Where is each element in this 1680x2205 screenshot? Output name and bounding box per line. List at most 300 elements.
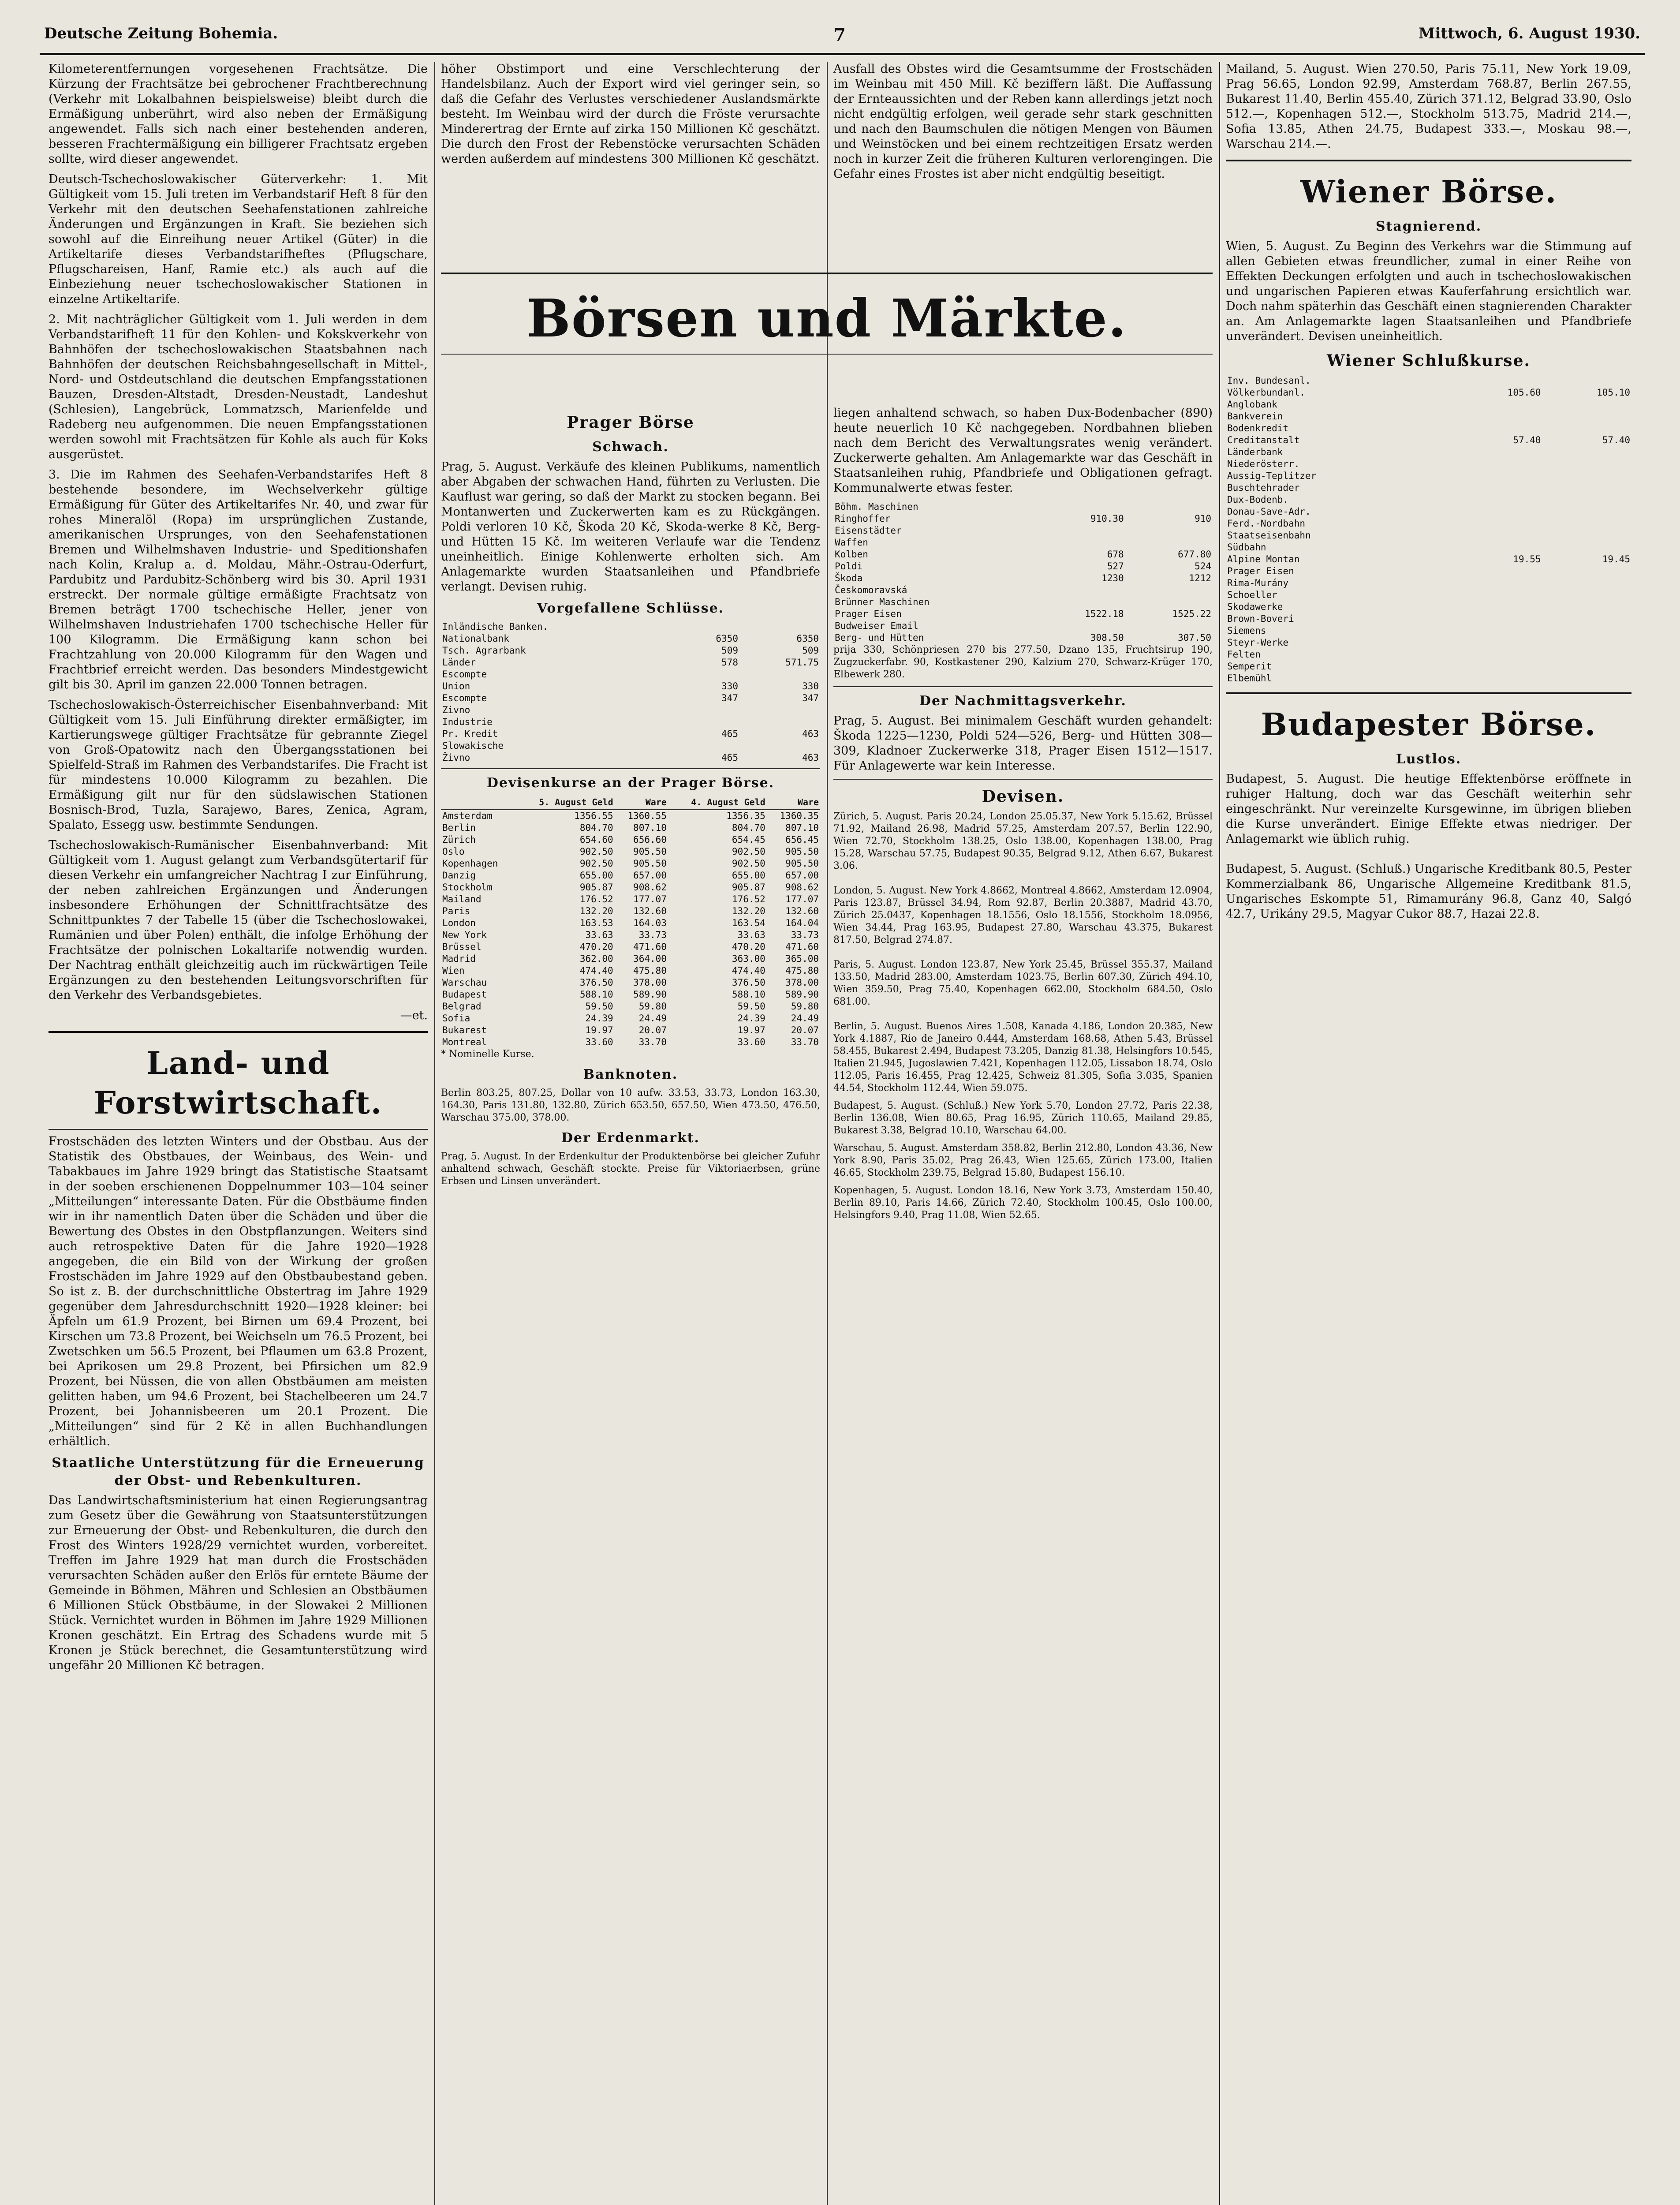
- prague-exchange-title: Prager Börse: [567, 413, 694, 432]
- trades-table-title: Vorgefallene Schlüsse.: [537, 601, 724, 616]
- cell-value: [739, 740, 820, 752]
- cell-value: [1453, 601, 1542, 613]
- row-label: Skodawerke: [1227, 602, 1283, 612]
- row-label: Escompte: [442, 669, 487, 680]
- row-label: Montreal: [442, 1037, 487, 1047]
- cell-value: [739, 669, 820, 680]
- trades-table-left: [441, 621, 820, 764]
- table-row: [441, 953, 820, 965]
- cell-value: 905.50: [633, 858, 667, 869]
- cell-value: 33.73: [638, 930, 667, 940]
- cell-value: [1125, 584, 1213, 596]
- table-row: [441, 740, 820, 752]
- column-4: [1226, 62, 1631, 2205]
- cell-value: [1453, 625, 1542, 637]
- row-label: Sofia: [442, 1013, 470, 1024]
- cell-value: 59.80: [638, 1001, 667, 1012]
- table-row: [441, 893, 820, 905]
- cell-value: 57.40: [1513, 435, 1541, 445]
- row-label: Zivno: [442, 705, 470, 715]
- cell-value: [1453, 589, 1542, 601]
- row-label: Anglobank: [1227, 399, 1277, 410]
- row-label: Paris: [442, 906, 470, 916]
- cell-value: 908.62: [633, 882, 667, 893]
- table-row: [441, 1024, 820, 1036]
- section-divider: [49, 1031, 428, 1033]
- row-label: Amsterdam: [442, 811, 493, 821]
- cell-value: [1125, 501, 1213, 513]
- table-row: [1226, 673, 1631, 684]
- cell-value: 509: [802, 645, 819, 656]
- cell-value: 378.00: [633, 977, 667, 988]
- cell-value: 1230: [1101, 573, 1124, 583]
- table-row: [1226, 542, 1631, 553]
- table-row: [1226, 434, 1631, 446]
- trades-table-right: [833, 501, 1213, 644]
- cell-value: 6350: [796, 633, 819, 644]
- cell-value: [1542, 565, 1631, 577]
- row-label: Inv. Bundesanl.: [1227, 375, 1311, 386]
- cell-value: 655.00: [579, 870, 613, 881]
- column-2-markets: [441, 406, 820, 2205]
- cell-value: 1212: [1189, 573, 1211, 583]
- cell-value: 905.50: [633, 846, 667, 857]
- cell-value: [1038, 537, 1125, 549]
- cell-value: 105.10: [1597, 387, 1630, 398]
- cell-value: [1453, 613, 1542, 625]
- table-row: [1226, 494, 1631, 506]
- row-label: Madrid: [442, 953, 476, 964]
- table-row: [441, 669, 820, 680]
- cell-value: [1453, 399, 1542, 411]
- cell-value: [739, 704, 820, 716]
- row-label: Brown-Boveri: [1227, 613, 1294, 624]
- cell-value: [1542, 518, 1631, 530]
- cell-value: 527: [1107, 561, 1124, 572]
- cell-value: 6350: [716, 633, 738, 644]
- table-header-row: [441, 796, 820, 810]
- table-row: [833, 620, 1213, 632]
- row-label: Živno: [442, 752, 470, 763]
- row-label: Waffen: [835, 537, 868, 548]
- cell-value: [683, 740, 739, 752]
- foreign-exchange-text: Zürich, 5. August. Paris 20.24, London 25.05.37, New York 5.15.62, Brüssel 71.92, Mailand 26.98, Madrid 57.25, Amsterdam 207.57, Berlin 122.90, Wien 72.70, Stockholm 138.25, Oslo 138.00, Kopenhagen 138.00, Prag 15.28, Warschau 57.75, Budapest 90.35, Belgrad 9.12, Athen 6.67, Bukarest 3.06. London, 5. August. New York 4.8662, Montreal 4.8662, Amsterdam 12.0904, Paris 123.87, Brüssel 34.94, Rom 92.87, Berlin 20.3887, Madrid 43.70, Zürich 25.0437, Kopenhagen 18.1556, Oslo 18.1556, Stockholm 18.0956, Wien 34.44, Prag 163.95, Budapest 27.80, Warschau 43.375, Bukarest 817.50, Belgrad 274.87. Paris, 5. August. London 123.87, New York 25.45, Brüssel 355.37, Mailand 133.50, Madrid 283.00, Amsterdam 1023.75, Berlin 607.30, Zürich 494.10, Wien 359.50, Prag 75.40, Kopenhagen 662.00, Stockholm 684.50, Oslo 681.00. Berlin, 5. August. Buenos Aires 1.508, Kanada 4.186, London 20.385, New York 4.1887, Rio de Janeiro 0.444, Amsterdam 168.68, Athen 5.43, Brüssel 58.455, Bukarest 2.494, Budapest 73.205, Danzig 81.38, Helsingfors 10.545, Italien 21.945, Jugoslawien 7.421, Kopenhagen 112.05, Lissabon 18.74, Oslo 112.05, Paris 16.455, Prag 12.425, Schweiz 81.305, Sofia 3.035, Spanien 44.54, Stockholm 112.44, Wien 59.075.: [833, 811, 1213, 1094]
- table-row: [1226, 399, 1631, 411]
- column-header: 4. August Geld: [668, 796, 767, 810]
- cell-value: 463: [802, 752, 819, 763]
- cell-value: [1453, 565, 1542, 577]
- cell-value: [1542, 601, 1631, 613]
- table-row: [1226, 411, 1631, 422]
- cell-value: [1453, 530, 1542, 542]
- pea-market-text: Prag, 5. August. In der Erdenkultur der Produktenbörse bei gleicher Zufuhr anhaltend schwach, Geschäft stockte. Preise für Viktoriaerbsen, grüne Erbsen und Linsen unverändert.: [441, 1151, 820, 1187]
- cell-value: 376.50: [732, 977, 765, 988]
- table-row: [441, 716, 820, 728]
- cell-value: 902.50: [579, 846, 613, 857]
- exchange-rates-table: [441, 796, 820, 1048]
- article-paragraph: Ausfall des Obstes wird die Gesamtsumme der Frostschäden im Weinbau mit 450 Mill. Kč beziffern läßt. Die Auffassung der Ernteaussichten und der Reben kann allerdings jetzt noch nicht endgültig erfolgen, weil gerade sehr stark geschnitten und nach den Baumschulen die nötigen Mengen von Bäumen und Weinstöcken und bei einem rechtzeitigen Ersatz werden noch in kurzer Zeit die früheren Kulturen verlorengingen. Die Gefahr eines Frostes ist aber nicht endgültig beseitigt.: [833, 62, 1213, 181]
- table-row: [1226, 482, 1631, 494]
- cell-value: [1453, 506, 1542, 518]
- cell-value: 910.30: [1090, 513, 1124, 524]
- table-row: [441, 929, 820, 941]
- cell-value: 1522.18: [1085, 609, 1124, 619]
- cell-value: [1542, 446, 1631, 458]
- cell-value: [1542, 399, 1631, 411]
- cell-value: 588.10: [579, 989, 613, 1000]
- table-row: [833, 501, 1213, 513]
- row-label: Bodenkredit: [1227, 423, 1289, 434]
- row-label: Zürich: [442, 834, 476, 845]
- cell-value: [1453, 458, 1542, 470]
- copenhagen-rates: Kopenhagen, 5. August. London 18.16, New York 3.73, Amsterdam 150.40, Berlin 89.10, Paris 14.66, Zürich 72.40, Stockholm 100.45, Oslo 100.00, Helsingfors 9.40, Prag 11.08, Wien 52.65.: [833, 1185, 1213, 1221]
- row-label: Kolben: [835, 549, 868, 560]
- row-label: Berg- und Hütten: [835, 632, 924, 643]
- article-paragraph: Tschechoslowakisch-Rumänischer Eisenbahnverband: Mit Gültigkeit vom 1. August gelangt zum Verbandsgütertarif für diesen Verkehr ein umfangreicher Nachtrag I zur Einführung, der neben zahlreichen Ergänzungen und Änderungen insbesondere Erhöhungen der Schnittfrachtsätze des Schnittpunktes 7 der Tabelle 15 (über die Tschechoslowakei, Rumänien und über Polen) enthält, die infolge Erhöhung der Frachtsätze der polnischen Lokaltarife notwendig wurden. Der Nachtrag enthält gleichzeitig auch im rückwärtigen Teile Ergänzungen zu den bestehenden Leitungsvorschriften für den Verkehr des Verbandsgebietes.: [49, 838, 428, 1002]
- table-row: [1226, 387, 1631, 399]
- cell-value: 20.07: [791, 1025, 819, 1035]
- row-label: Staatseisenbahn: [1227, 530, 1311, 541]
- cell-value: 163.54: [732, 918, 765, 928]
- row-label: Buschtehrader: [1227, 482, 1300, 493]
- cell-value: 471.60: [785, 942, 819, 952]
- table-row: [833, 596, 1213, 608]
- cell-value: 571.75: [785, 657, 819, 668]
- table-row: [1226, 661, 1631, 673]
- row-label: Bankverein: [1227, 411, 1283, 422]
- cell-value: 475.80: [633, 965, 667, 976]
- cell-value: [1542, 494, 1631, 506]
- table-row: [1226, 458, 1631, 470]
- table-row: [833, 525, 1213, 537]
- row-label: Ferd.-Nordbahn: [1227, 518, 1306, 529]
- table-row: [1226, 518, 1631, 530]
- cell-value: 807.10: [633, 822, 667, 833]
- table-row: [441, 822, 820, 834]
- column-1: [49, 62, 428, 2205]
- section-divider: [1226, 160, 1631, 161]
- cell-value: 24.49: [791, 1013, 819, 1024]
- table-row: [441, 645, 820, 657]
- pea-market-title: Der Erdenmarkt.: [561, 1130, 700, 1146]
- row-label: Wien: [442, 965, 465, 976]
- row-label: Danzig: [442, 870, 476, 881]
- vienna-closing-table: [1226, 375, 1631, 684]
- cell-value: [1453, 542, 1542, 553]
- row-label: Budweiser Email: [835, 620, 918, 631]
- article-paragraph: Das Landwirtschaftsministerium hat einen Regierungsantrag zum Gesetz über die Gewährung von Staatsunterstützungen zur Erneuerung der Obst- und Rebenkulturen, die durch den Frost des Winters 1928/29 vernichtet wurden, vorbereitet. Treffen im Jahre 1929 hat man durch die Frostschäden verursachten Schäden außer den Erlös für erntete Bäume der Gemeinde in Böhmen, Mähren und Schlesien an Obstbäumen 6 Millionen Stück Obstbäume, in der Slowakei 2 Millionen Stück. Vernichtet wurden in Böhmen im Jahre 1929 Millionen Kronen geschätzt. Ein Ertrag des Schadens wurde mit 5 Kronen je Stück berechnet, die Gesamtunterstützung wird ungefähr 20 Millionen Kč betragen.: [49, 1494, 428, 1672]
- cell-value: [1125, 537, 1213, 549]
- cell-value: [1542, 613, 1631, 625]
- budapest-exchange-title: Budapester Börse.: [1261, 706, 1597, 743]
- cell-value: 365.00: [785, 953, 819, 964]
- cell-value: [1542, 482, 1631, 494]
- row-label: Nationalbank: [442, 633, 509, 644]
- cell-value: 24.39: [737, 1013, 765, 1024]
- cell-value: 589.90: [785, 989, 819, 1000]
- cell-value: 330: [802, 681, 819, 691]
- cell-value: [1542, 506, 1631, 518]
- table-row: [441, 1036, 820, 1048]
- banknotes-title: Banknoten.: [583, 1067, 678, 1082]
- article-subheading: Staatliche Unterstützung für die Erneuerung der Obst- und Rebenkulturen.: [52, 1455, 425, 1488]
- row-label: Českomoravská: [835, 585, 907, 595]
- table-row: [1226, 589, 1631, 601]
- cell-value: 471.60: [633, 942, 667, 952]
- cell-value: 362.00: [579, 953, 613, 964]
- row-label: Tsch. Agrarbank: [442, 645, 526, 656]
- cell-value: [1542, 649, 1631, 661]
- cell-value: 475.80: [785, 965, 819, 976]
- table-row: [1226, 375, 1631, 387]
- cell-value: 509: [721, 645, 738, 656]
- article-paragraph: Deutsch-Tschechoslowakischer Güterverkehr: 1. Mit Gültigkeit vom 15. Juli treten im Verbandstarif Heft 8 für den Verkehr mit den deutschen Seehafenstationen zahlreiche Änderungen und Ergänzungen in Kraft. Sie beziehen sich sowohl auf die Einreihung neuer Artikel (Güter) in die Artikeltarife dieses Verbandstarifheftes (Pflugschare, Pflugschareisen, Hanf, Ramie etc.) als auch auf die Einbeziehung neuer tschechoslowakischer Stationen in einzelne Artikeltarife.: [49, 172, 428, 306]
- cell-value: 164.03: [633, 918, 667, 928]
- cell-value: [1542, 673, 1631, 684]
- row-label: Brüssel: [442, 942, 482, 952]
- cell-value: 132.60: [785, 906, 819, 916]
- row-label: Länderbank: [1227, 447, 1283, 457]
- row-label: Brünner Maschinen: [835, 597, 930, 607]
- cell-value: 1356.55: [574, 811, 613, 821]
- table-row: [833, 537, 1213, 549]
- cell-value: 308.50: [1090, 632, 1124, 643]
- market-mood: Lustlos.: [1396, 751, 1462, 767]
- cell-value: 1360.35: [780, 811, 819, 821]
- running-head: [40, 18, 1645, 55]
- vienna-exchange-title: Wiener Börse.: [1300, 173, 1557, 210]
- cell-value: [1453, 446, 1542, 458]
- cell-value: [1542, 542, 1631, 553]
- table-row: [441, 858, 820, 870]
- cell-value: 807.10: [785, 822, 819, 833]
- row-label: Pr. Kredit: [442, 729, 498, 739]
- row-label: Böhm. Maschinen: [835, 501, 918, 512]
- table-row: [833, 608, 1213, 620]
- cell-value: 1356.35: [726, 811, 765, 821]
- cell-value: 33.63: [737, 930, 765, 940]
- row-label: Inländische Banken.: [442, 621, 549, 632]
- row-label: Länder: [442, 657, 476, 668]
- market-mood: Stagnierend.: [1375, 219, 1482, 234]
- row-label: Slowakische: [442, 740, 504, 751]
- row-label: Belgrad: [442, 1001, 482, 1012]
- market-report: Prag, 5. August. Verkäufe des kleinen Publikums, namentlich aber Abgaben der schwachen Hand, führten zu Verlusten. Die Kauflust war gering, so daß der Markt zu stocken begann. Bei Montanwerten und Zuckerwerten kam es zu Rückgängen. Poldi verloren 10 Kč, Škoda 20 Kč, Skoda-werke 8 Kč, Berg- und Hütten 15 Kč. Im weiteren Verlaufe war die Tendenz uneinheitlich. Einige Kohlenwerte erholten sich. Am Anlagemarkte wurden Staatsanleihen und Pfandbriefe verlangt. Devisen ruhig.: [441, 460, 820, 594]
- article-paragraph: 2. Mit nachträglicher Gültigkeit vom 1. Juli werden in dem Verbandstarifheft 11 für den Kohlen- und Kokskverkehr von Bahnhöfen der tschechoslowakischen Staatsbahnen nach Bahnhöfen der deutschen Reichsbahngesellschaft in Mittel-, Nord- und Ostdeutschland die deutschen Empfangsstationen Bauzen, Dresden-Altstadt, Dresden-Neustadt, Landeshut (Schlesien), Langebrück, Lommatzsch, Marienfelde und Radeberg neu aufgenommen. Die neuen Empfangsstationen werden sowohl mit Frachtsätzen für Kohle als auch für Koks ausgerüstet.: [49, 313, 428, 461]
- row-label: Donau-Save-Adr.: [1227, 506, 1311, 517]
- cell-value: [1038, 501, 1125, 513]
- cell-value: 177.07: [633, 894, 667, 904]
- cell-value: 19.45: [1602, 554, 1630, 564]
- cell-value: [1542, 625, 1631, 637]
- cell-value: 474.40: [732, 965, 765, 976]
- cell-value: 376.50: [579, 977, 613, 988]
- cell-value: [683, 716, 739, 728]
- banknotes-text: Berlin 803.25, 807.25, Dollar von 10 aufw. 33.53, 33.73, London 163.30, 164.30, Paris 131.80, 132.80, Zürich 653.50, 657.50, Wien 473.50, 476.50, Warschau 375.00, 378.00.: [441, 1088, 820, 1123]
- market-mood: Schwach.: [592, 439, 669, 455]
- row-label: Semperit: [1227, 661, 1272, 672]
- table-row: [441, 657, 820, 669]
- budapest-report: Budapest, 5. August. Die heutige Effektenbörse eröffnete in ruhiger Haltung, doch war das Geschäft weiterhin sehr eingeschränkt. Nur vereinzelte Kursgewinne, im übrigen blieben die Kurse unverändert. Einige Effekte etwas niedriger. Der Anlagemarkt wie üblich ruhig. Budapest, 5. August. (Schluß.) Ungarische Kreditbank 80.5, Pester Kommerzialbank 86, Ungarische Allgemeine Kreditbank 81.5, Ungarisches Eskompte 51, Rimamurány 96.8, Ganz 40, Salgó 42.7, Urikány 29.5, Magyar Cukor 88.7, Hazai 22.8.: [1226, 772, 1631, 921]
- cell-value: 804.70: [732, 822, 765, 833]
- cell-value: [1453, 375, 1542, 387]
- afternoon-trade-title: Der Nachmittagsverkehr.: [919, 693, 1127, 709]
- table-row: [441, 728, 820, 740]
- cell-value: 905.87: [579, 882, 613, 893]
- table-row: [441, 752, 820, 764]
- cell-value: 908.62: [785, 882, 819, 893]
- page-number: 7: [833, 25, 846, 45]
- cell-value: 59.50: [737, 1001, 765, 1012]
- table-row: [1226, 470, 1631, 482]
- row-label: Aussig-Teplitzer: [1227, 471, 1317, 481]
- table-row: [1226, 553, 1631, 565]
- row-label: Escompte: [442, 693, 487, 703]
- table-row: [441, 941, 820, 953]
- issue-date: Mittwoch, 6. August 1930.: [1418, 25, 1640, 42]
- cell-value: 24.39: [585, 1013, 613, 1024]
- cell-value: 902.50: [579, 858, 613, 869]
- cell-value: 804.70: [579, 822, 613, 833]
- divider: [833, 779, 1213, 780]
- cell-value: 176.52: [732, 894, 765, 904]
- row-label: Škoda: [835, 573, 863, 583]
- table-row: [833, 561, 1213, 572]
- row-label: Ringhoffer: [835, 513, 891, 524]
- row-label: Alpine Montan: [1227, 554, 1300, 564]
- row-label: Poldi: [835, 561, 863, 572]
- cell-value: 19.97: [585, 1025, 613, 1035]
- cell-value: 463: [802, 729, 819, 739]
- cell-value: 465: [721, 752, 738, 763]
- afternoon-trade-text: Prag, 5. August. Bei minimalem Geschäft wurden gehandelt: Škoda 1225—1230, Poldi 524—526, Berg- und Hütten 308—309, Kladnoer Zuckerwerke 318, Prager Eisen 1512—1517. Für Anlagewerte war kein Interesse.: [833, 714, 1213, 773]
- market-report: liegen anhaltend schwach, so haben Dux-Bodenbacher (890) heute neuerlich 10 Kč nachgegeben. Nordbahnen blieben nach dem Bericht des Verwaltungsrates wenig verändert. Zuckerwerte gehalten. Am Anlagemarkte war das Geschäft in Staatsanleihen ruhig, Pfandbriefe und Obligationen gefragt. Kommunalwerte etwas fester.: [833, 406, 1213, 495]
- warsaw-rates: Warschau, 5. August. Amsterdam 358.82, Berlin 212.80, London 43.36, New York 8.90, Paris 35.02, Prag 26.43, Wien 125.65, Zürich 173.00, Italien 46.65, Stockholm 239.75, Belgrad 15.80, Budapest 156.10.: [833, 1143, 1213, 1178]
- cell-value: 363.00: [732, 953, 765, 964]
- table-row: [441, 704, 820, 716]
- cell-value: [1542, 589, 1631, 601]
- cell-value: 33.73: [791, 930, 819, 940]
- table-row: [1226, 613, 1631, 625]
- table-row: [1226, 565, 1631, 577]
- cell-value: 163.53: [579, 918, 613, 928]
- row-label: Creditanstalt: [1227, 435, 1300, 445]
- cell-value: 656.60: [633, 834, 667, 845]
- table-row: [441, 680, 820, 692]
- cell-value: [1453, 577, 1542, 589]
- foreign-exchange-title: Devisen.: [982, 787, 1064, 806]
- cell-value: 347: [721, 693, 738, 703]
- cell-value: 33.63: [585, 930, 613, 940]
- table-row: [441, 870, 820, 882]
- table-row: [441, 905, 820, 917]
- table-row: [1226, 422, 1631, 434]
- cell-value: 1525.22: [1172, 609, 1211, 619]
- markets-header: [441, 265, 1213, 359]
- row-label: Schoeller: [1227, 590, 1277, 600]
- section-divider: [1226, 692, 1631, 694]
- article-paragraph: Tschechoslowakisch-Österreichischer Eisenbahnverband: Mit Gültigkeit vom 15. Juli Einführung direkter ermäßigter, im Kartierungswege gültiger Frachtsätze für gebrannte Ziegel von Groß-Opatowitz nach den Übergangsstationen bei Spielfeld-Straß im Rahmen des Verbandstarifes. Die Fracht ist für mindestens 10.000 Kilogramm zu bezahlen. Die Ermäßigung gilt nur für den südslawischen Stationen Bosnisch-Brod, Tuzla, Sarajewo, Bares, Zenica, Agram, Spalato, Essegg usw. bestimmte Sendungen.: [49, 698, 428, 832]
- cell-value: 902.50: [732, 846, 765, 857]
- column-3-markets: [833, 406, 1213, 2205]
- cell-value: 910: [1195, 513, 1211, 524]
- row-label: Prager Eisen: [835, 609, 902, 619]
- cell-value: 589.90: [633, 989, 667, 1000]
- table-row: [441, 621, 820, 633]
- section-divider: [441, 273, 1213, 274]
- markets-title: Börsen und Märkte.: [526, 288, 1127, 349]
- cell-value: [1453, 411, 1542, 422]
- cell-value: 57.40: [1602, 435, 1630, 445]
- row-label: Südbahn: [1227, 542, 1266, 553]
- table-row: [441, 1013, 820, 1024]
- cell-value: 1360.55: [627, 811, 667, 821]
- article-paragraph: höher Obstimport und eine Verschlechterung der Handelsbilanz. Auch der Export wird viel geringer sein, so daß die Gefahr des Verlustes verschiedener Auslandsmärkte besteht. Im Weinbau wird der durch die Fröste verursachte Minderertrag der Ernte auf zirka 150 Millionen Kč geschätzt. Die durch den Frost der Rebenstöcke verursachten Schäden werden außerdem auf mindestens 300 Millionen Kč geschätzt.: [441, 62, 820, 166]
- table-row: [441, 834, 820, 846]
- cell-value: 176.52: [579, 894, 613, 904]
- table-row: [1226, 577, 1631, 589]
- cell-value: [683, 621, 739, 633]
- column-rule: [1219, 62, 1220, 2205]
- row-label: Rima-Murány: [1227, 578, 1289, 588]
- cell-value: 465: [721, 729, 738, 739]
- table-note: * Nominelle Kurse.: [441, 1049, 534, 1060]
- column-2-top: [441, 62, 820, 269]
- cell-value: 33.60: [737, 1037, 765, 1047]
- cell-value: [1453, 518, 1542, 530]
- cell-value: 19.97: [737, 1025, 765, 1035]
- cell-value: [1453, 673, 1542, 684]
- cell-value: [1542, 470, 1631, 482]
- cell-value: [739, 621, 820, 633]
- row-label: Berlin: [442, 822, 476, 833]
- table-row: [833, 632, 1213, 644]
- table-row: [441, 633, 820, 645]
- table-row: [441, 965, 820, 977]
- table-row: [1226, 649, 1631, 661]
- vienna-closing-title: Wiener Schlußkurse.: [1326, 351, 1531, 370]
- budapest-rates: Budapest, 5. August. (Schluß.) New York 5.70, London 27.72, Paris 22.38, Berlin 136.08, Wien 80.65, Prag 16.95, Zürich 110.65, Mailand 29.85, Bukarest 3.38, Belgrad 10.10, Warschau 64.00.: [833, 1100, 1213, 1136]
- row-label: Bukarest: [442, 1025, 487, 1035]
- cell-value: 105.60: [1507, 387, 1541, 398]
- cell-value: [1542, 530, 1631, 542]
- cell-value: 470.20: [732, 942, 765, 952]
- row-label: Warschau: [442, 977, 487, 988]
- cell-value: 474.40: [579, 965, 613, 976]
- cell-value: [1038, 620, 1125, 632]
- cell-value: [683, 704, 739, 716]
- cell-value: [1542, 577, 1631, 589]
- cell-value: 307.50: [1178, 632, 1211, 643]
- divider: [833, 686, 1213, 687]
- cell-value: 524: [1195, 561, 1211, 572]
- column-header: Ware: [615, 796, 668, 810]
- column-header: [441, 796, 516, 810]
- cell-value: [1542, 458, 1631, 470]
- row-label: Völkerbundanl.: [1227, 387, 1306, 398]
- table-row: [441, 846, 820, 858]
- cell-value: [1453, 649, 1542, 661]
- cell-value: [1453, 470, 1542, 482]
- row-label: Siemens: [1227, 625, 1266, 636]
- cell-value: 378.00: [785, 977, 819, 988]
- column-rule: [434, 62, 435, 2205]
- row-label: Felten: [1227, 649, 1261, 660]
- table-row: [441, 917, 820, 929]
- table-row: [441, 977, 820, 989]
- cell-value: 24.49: [638, 1013, 667, 1024]
- row-label: London: [442, 918, 476, 928]
